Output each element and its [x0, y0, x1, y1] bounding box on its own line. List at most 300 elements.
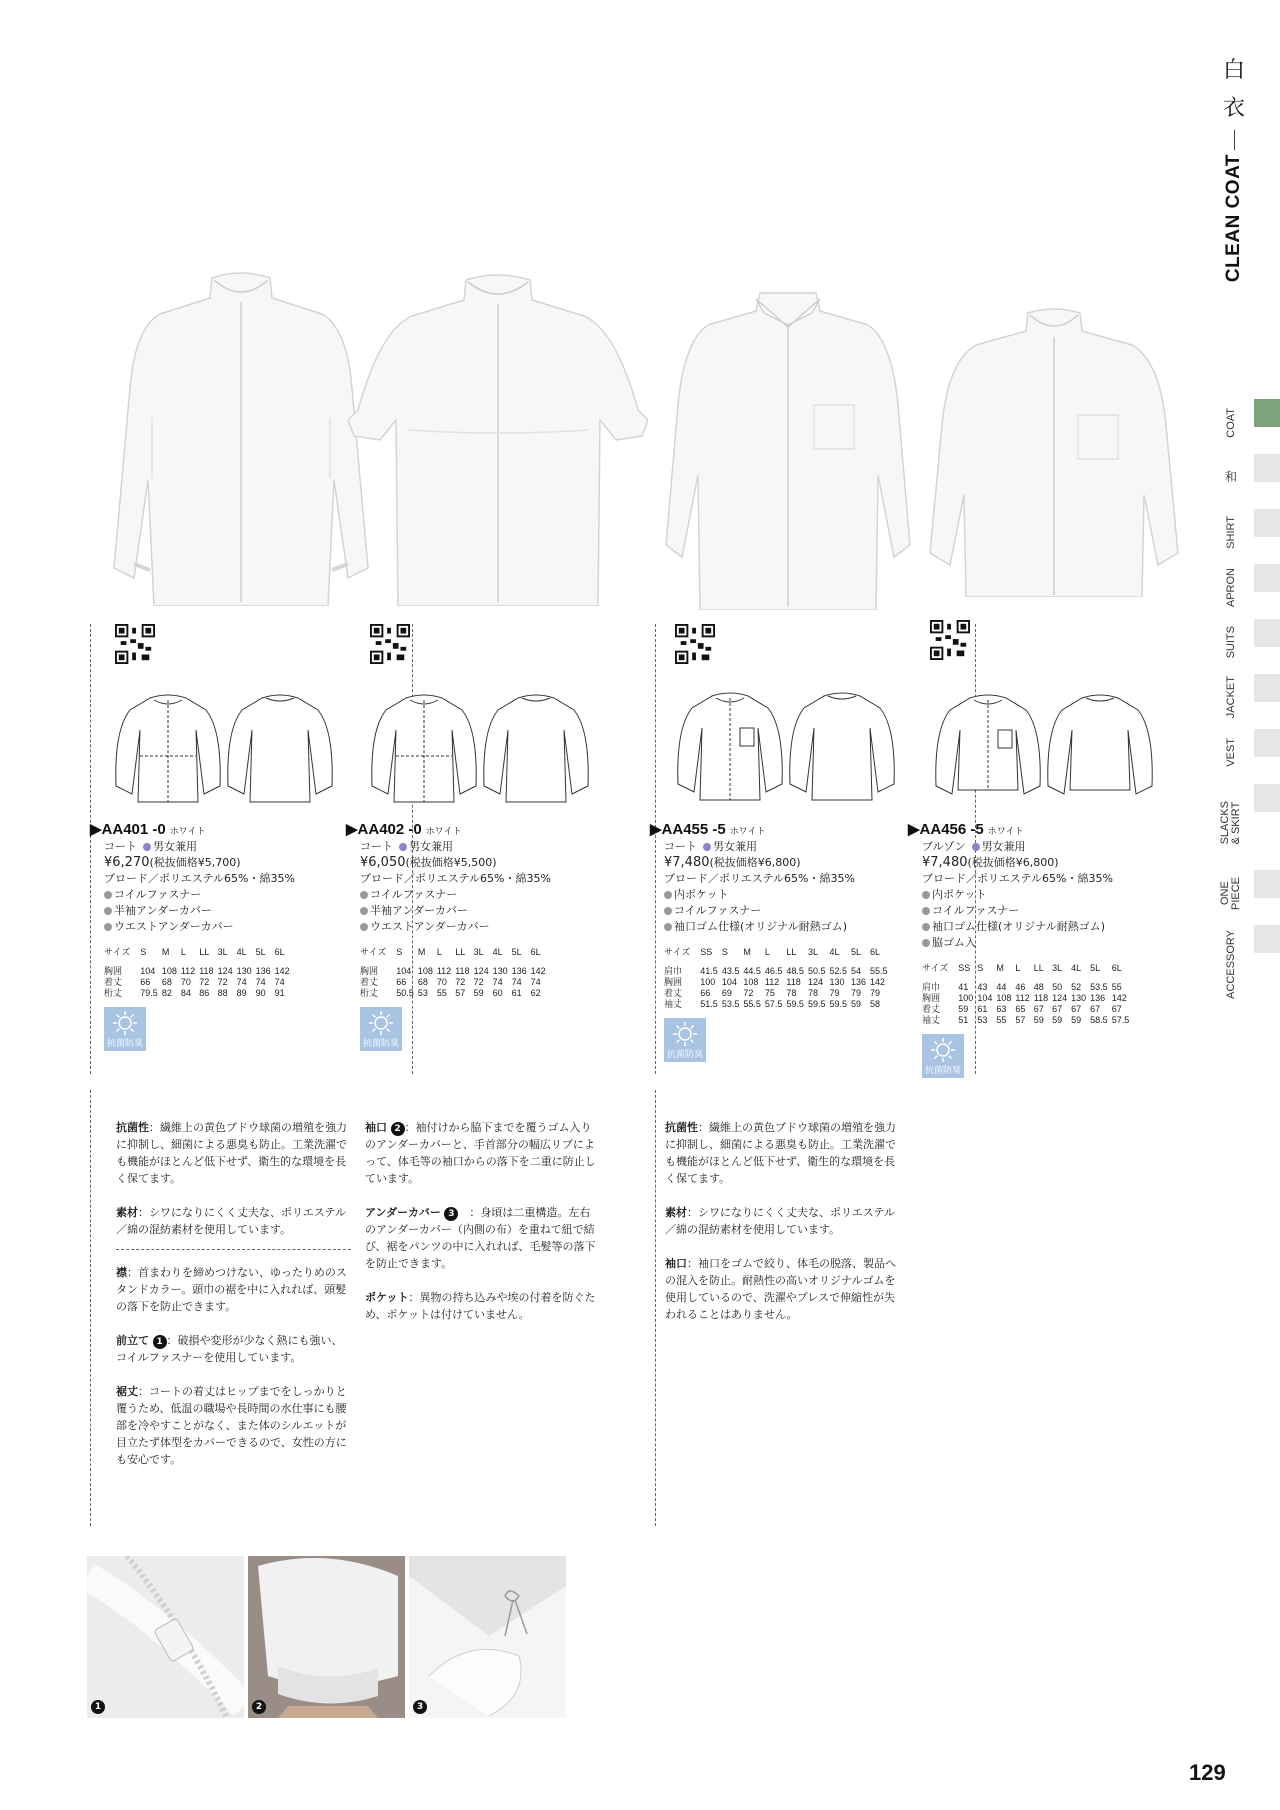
product-price — [104, 855, 330, 871]
size-cell: 59 — [1071, 1015, 1082, 1025]
size-cell: 62 — [530, 988, 541, 998]
product-category: コート — [360, 840, 393, 853]
size-header-cell: S — [396, 947, 403, 957]
product-feature — [664, 919, 890, 935]
reference-number: 3 — [444, 1207, 458, 1221]
product-feature — [360, 919, 586, 935]
size-cell: 74 — [530, 977, 541, 987]
size-cell: 74 — [274, 977, 285, 987]
product-info-1 — [346, 822, 586, 1051]
size-cell: 50.5 — [807, 966, 826, 976]
size-header-cell: 6L — [870, 947, 881, 957]
category-label-text: SLACKS & SKIRT — [1219, 801, 1242, 845]
price-value: ¥6,050 — [360, 855, 406, 870]
size-header-cell: L — [180, 947, 186, 957]
product-fabric: ブロード／ポリエステル65%・綿35% — [922, 872, 1113, 885]
size-cell: 100 — [958, 993, 974, 1003]
size-cell: 55 — [1111, 982, 1122, 992]
category-tab-8[interactable] — [1216, 866, 1280, 921]
size-cell: 130 — [829, 977, 845, 987]
category-tab-0[interactable] — [1216, 395, 1280, 450]
feature-text: 脇ゴム入 — [932, 936, 976, 949]
product-category-line — [104, 839, 330, 855]
size-cell: 59.5 — [786, 999, 804, 1009]
category-label — [1216, 560, 1246, 615]
product-photo-aa402 — [348, 270, 648, 606]
size-cell: 66 — [396, 977, 407, 987]
size-cell: 59 — [1033, 1015, 1044, 1025]
badge-label: 抗菌防臭 — [106, 1039, 143, 1049]
size-header-cell: 3L — [217, 947, 228, 957]
size-cell: 136 — [511, 966, 527, 976]
size-cell: 79 — [851, 988, 862, 998]
size-header-cell: SS — [700, 947, 713, 957]
category-tab-marker — [1254, 509, 1280, 537]
product-feature — [360, 903, 586, 919]
category-label — [1216, 670, 1246, 725]
category-tab-5[interactable] — [1216, 670, 1280, 725]
size-cell: 108 — [996, 993, 1012, 1003]
feature-text: コイルファスナー — [114, 888, 202, 901]
paragraph-text: ：シワになりにくく丈夫な、ポリエステル／綿の混紡素材を使用しています。 — [116, 1206, 347, 1236]
size-cell: 89 — [236, 988, 247, 998]
paragraph-title: 襟 — [116, 1266, 127, 1279]
size-header-cell: 4L — [492, 947, 503, 957]
size-header-cell: M — [161, 947, 170, 957]
product-photo-aa455 — [664, 285, 912, 610]
category-tab-1[interactable] — [1216, 450, 1280, 505]
size-header-cell: L — [436, 947, 442, 957]
size-header-cell: L — [764, 947, 770, 957]
description-paragraph — [116, 1119, 351, 1187]
size-cell: 57 — [455, 988, 466, 998]
description-paragraph — [365, 1289, 600, 1323]
size-cell: 130 — [1071, 993, 1087, 1003]
category-label-text: SHIRT — [1224, 516, 1237, 549]
detail-number-3: 3 — [413, 1700, 427, 1714]
paragraph-text: ：袖付けから脇下までを覆うゴム入りのアンダーカバーと、手首部分の幅広リブによって、体毛等の袖口からの落下を二重に防止しています。 — [365, 1121, 596, 1185]
size-cell: 72 — [743, 988, 754, 998]
paragraph-title: ポケット — [365, 1291, 409, 1304]
size-cell: 50 — [1052, 982, 1063, 992]
size-cell: 59 — [1052, 1015, 1063, 1025]
size-row — [662, 966, 890, 977]
size-cell: 66 — [140, 977, 151, 987]
size-cell: 58.5 — [1090, 1015, 1108, 1025]
size-cell: 57 — [1015, 1015, 1026, 1025]
paragraph-divider — [116, 1249, 351, 1250]
feature-text: 袖口ゴム仕様(オリジナル耐熱ゴム) — [674, 920, 848, 933]
size-cell: 104 — [977, 993, 993, 1003]
size-cell: 肩巾 — [922, 982, 941, 992]
size-cell: 124 — [473, 966, 489, 976]
feature-text: 袖口ゴム仕様(オリジナル耐熱ゴム) — [932, 920, 1106, 933]
size-cell: 88 — [217, 988, 228, 998]
category-label-text: APRON — [1224, 567, 1237, 608]
size-header-cell: 4L — [236, 947, 247, 957]
product-feature — [664, 887, 890, 903]
size-cell: 70 — [436, 977, 447, 987]
category-tab-marker — [1254, 674, 1280, 702]
product-feature — [104, 887, 330, 903]
bullet-icon — [360, 891, 368, 899]
size-row — [358, 977, 548, 988]
badge-label: 抗菌防臭 — [924, 1066, 961, 1076]
size-cell: 61 — [977, 1004, 988, 1014]
size-cell: 142 — [274, 966, 290, 976]
size-cell: 67 — [1052, 1004, 1063, 1014]
product-feature — [922, 919, 1148, 935]
size-cell: 胸囲 — [360, 966, 379, 976]
size-cell: 41 — [958, 982, 969, 992]
size-cell: 91 — [274, 988, 285, 998]
product-code-text: AA455 -5 — [661, 821, 726, 838]
product-fabric: ブロード／ポリエステル65%・綿35% — [104, 872, 295, 885]
size-cell: 136 — [255, 966, 271, 976]
description-paragraph — [665, 1119, 900, 1187]
reference-number: 1 — [153, 1335, 167, 1349]
bullet-icon — [922, 891, 930, 899]
unisex-dot-icon — [703, 843, 711, 851]
size-cell: 52 — [1071, 982, 1082, 992]
size-header-cell: M — [743, 947, 751, 957]
size-header-cell: 3L — [1052, 963, 1063, 973]
description-column-2 — [365, 1119, 600, 1340]
description-paragraph — [116, 1264, 351, 1315]
size-header-cell: サイズ — [664, 947, 691, 957]
size-header-cell: 6L — [274, 947, 285, 957]
size-cell: 61 — [511, 988, 522, 998]
qr-code-3[interactable] — [930, 620, 970, 660]
size-cell: 78 — [807, 988, 818, 998]
description-paragraph — [116, 1383, 351, 1468]
category-tab-marker — [1254, 399, 1280, 427]
category-tab-marker — [1254, 564, 1280, 592]
size-header-cell: L — [1015, 963, 1021, 973]
paragraph-title: 袖口 — [665, 1257, 687, 1270]
size-header-cell: LL — [199, 947, 210, 957]
size-cell: 44 — [996, 982, 1007, 992]
product-code: ▶AA401 -0 ホワイト — [90, 821, 206, 838]
paragraph-title: 前立て — [116, 1334, 149, 1347]
size-header-cell: 6L — [1111, 963, 1122, 973]
size-cell: 74 — [236, 977, 247, 987]
size-cell: 108 — [161, 966, 177, 976]
size-cell: 胸囲 — [664, 977, 683, 987]
size-header-cell: 4L — [829, 947, 840, 957]
size-cell: 胸囲 — [104, 966, 123, 976]
size-cell: 52.5 — [829, 966, 847, 976]
size-cell: 72 — [217, 977, 228, 987]
bullet-icon — [664, 923, 672, 931]
paragraph-title: 裾丈 — [116, 1385, 138, 1398]
size-cell: 79 — [829, 988, 840, 998]
paragraph-text: ：異物の持ち込みや埃の付着を防ぐため、ポケットは付けていません。 — [365, 1291, 596, 1321]
size-cell: 108 — [417, 966, 433, 976]
category-tab-marker — [1254, 729, 1280, 757]
feature-text: コイルファスナー — [674, 904, 762, 917]
product-color: ホワイト — [729, 826, 766, 836]
product-fabric: ブロード／ポリエステル65%・綿35% — [664, 872, 855, 885]
price-ex-tax: (税抜価格¥6,800) — [709, 856, 801, 869]
feature-text: 内ポケット — [932, 888, 987, 901]
category-tab-2[interactable] — [1216, 505, 1280, 560]
size-row — [920, 1015, 1131, 1026]
category-label — [1216, 505, 1246, 560]
qr-code-0[interactable] — [115, 624, 155, 664]
description-paragraph — [116, 1332, 351, 1366]
size-table — [358, 947, 548, 999]
price-value: ¥6,270 — [104, 855, 150, 870]
antibacterial-badge — [360, 1007, 402, 1051]
paragraph-text: ：身頃は二重構造。左右のアンダーカバー（内側の布）を重ねて紐で結び、裾をパンツの中に入れれば、毛髪等の落下を防止できます。 — [365, 1206, 596, 1270]
size-cell: 112 — [180, 966, 196, 976]
size-cell: 55 — [436, 988, 447, 998]
category-label — [1216, 921, 1246, 1007]
size-row — [920, 1004, 1131, 1015]
size-cell: 48.5 — [786, 966, 804, 976]
size-cell: 104 — [721, 977, 737, 987]
price-value: ¥7,480 — [922, 855, 968, 870]
product-category: コート — [664, 840, 697, 853]
size-cell: 55.5 — [870, 966, 888, 976]
paragraph-text: ：繊維上の黄色ブドウ球菌の増殖を強力に抑制し、細菌による悪臭も防止。工業洗濯でも機能がほとんど低下せず、衛生的な環境を長く保てます。 — [116, 1121, 347, 1185]
size-cell: 51.5 — [700, 999, 718, 1009]
feature-text: ウエストアンダーカバー — [370, 920, 490, 933]
product-color: ホワイト — [425, 826, 462, 836]
size-cell: 44.5 — [743, 966, 761, 976]
size-cell: 72 — [473, 977, 484, 987]
size-header-cell: LL — [455, 947, 466, 957]
size-cell: 63 — [996, 1004, 1007, 1014]
size-cell: 68 — [161, 977, 172, 987]
product-fabric: ブロード／ポリエステル65%・綿35% — [360, 872, 551, 885]
description-paragraph — [116, 1204, 351, 1238]
size-cell: 142 — [1111, 993, 1127, 1003]
title-divider — [1234, 130, 1235, 150]
size-row — [358, 966, 548, 977]
size-cell: 59.5 — [829, 999, 847, 1009]
antibacterial-icon — [930, 1037, 956, 1063]
category-tab-marker — [1254, 784, 1280, 812]
category-tab-7[interactable] — [1216, 780, 1280, 866]
size-cell: 桁丈 — [360, 988, 379, 998]
size-cell: 着丈 — [104, 977, 123, 987]
product-info-0 — [90, 822, 330, 1051]
category-tab-9[interactable] — [1216, 921, 1280, 1007]
product-feature — [104, 903, 330, 919]
bullet-icon — [360, 907, 368, 915]
category-label-text: ONE PIECE — [1219, 876, 1242, 910]
size-cell: 136 — [1090, 993, 1106, 1003]
product-category-line — [664, 839, 890, 855]
category-tab-marker — [1254, 925, 1280, 953]
size-cell: 胸囲 — [922, 993, 941, 1003]
description-paragraph — [665, 1255, 900, 1323]
product-code: ▶AA456 -5 ホワイト — [908, 821, 1024, 838]
size-cell: 68 — [417, 977, 428, 987]
size-header-cell: LL — [1033, 963, 1044, 973]
category-label-text: ACCESSORY — [1224, 929, 1237, 999]
reference-number: 2 — [391, 1122, 405, 1136]
feature-text: 半袖アンダーカバー — [114, 904, 212, 917]
product-feature — [360, 887, 586, 903]
category-index — [1216, 395, 1280, 1007]
bullet-icon — [104, 907, 112, 915]
size-cell: 43.5 — [721, 966, 740, 976]
size-cell: 60 — [492, 988, 503, 998]
size-cell: 118 — [1033, 993, 1049, 1003]
technical-sketch-0 — [110, 690, 340, 819]
product-price — [360, 855, 586, 871]
size-cell: 53 — [977, 1015, 988, 1025]
detail-photo-zipper — [87, 1556, 244, 1718]
size-cell: 59 — [958, 1004, 969, 1014]
size-cell: 41.5 — [700, 966, 718, 976]
size-cell: 112 — [764, 977, 780, 987]
size-cell: 着丈 — [664, 988, 683, 998]
size-cell: 59.5 — [807, 999, 826, 1009]
size-cell: 118 — [199, 966, 214, 976]
size-cell: 67 — [1090, 1004, 1101, 1014]
size-cell: 70 — [180, 977, 191, 987]
description-column-1 — [116, 1119, 351, 1485]
size-cell: 74 — [492, 977, 503, 987]
size-cell: 67 — [1071, 1004, 1082, 1014]
price-ex-tax: (税抜価格¥5,500) — [405, 856, 497, 869]
size-cell: 72 — [455, 977, 466, 987]
size-cell: 袖丈 — [664, 999, 683, 1009]
paragraph-text: ：シワになりにくく丈夫な、ポリエステル／綿の混紡素材を使用しています。 — [665, 1206, 896, 1236]
description-column-3 — [665, 1119, 900, 1340]
section-title-kanji-2: 衣 — [1222, 96, 1245, 121]
product-gender: 男女兼用 — [713, 840, 757, 853]
size-header-cell: 3L — [807, 947, 818, 957]
size-cell: 55.5 — [743, 999, 761, 1009]
product-feature — [664, 903, 890, 919]
size-header-cell: 5L — [255, 947, 266, 957]
product-category: ブルゾン — [922, 840, 966, 853]
product-photo-aa401 — [112, 268, 370, 606]
size-header-cell: サイズ — [922, 963, 949, 973]
antibacterial-icon — [672, 1021, 698, 1047]
product-feature — [922, 903, 1148, 919]
qr-code-2[interactable] — [675, 624, 715, 664]
size-header-cell: 4L — [1071, 963, 1082, 973]
size-cell: 112 — [1015, 993, 1030, 1003]
size-row — [662, 988, 890, 999]
category-tab-4[interactable] — [1216, 615, 1280, 670]
size-cell: 66 — [700, 988, 711, 998]
bullet-icon — [922, 907, 930, 915]
size-cell: 46.5 — [764, 966, 783, 976]
size-header-cell: 3L — [473, 947, 484, 957]
price-value: ¥7,480 — [664, 855, 710, 870]
product-code-text: AA401 -0 — [101, 821, 166, 838]
size-cell: 54 — [851, 966, 862, 976]
size-header-cell: S — [721, 947, 728, 957]
size-header-cell: S — [977, 963, 984, 973]
size-cell: 100 — [700, 977, 716, 987]
size-header-cell: SS — [958, 963, 971, 973]
size-cell: 袖丈 — [922, 1015, 941, 1025]
size-cell: 112 — [436, 966, 452, 976]
size-cell: 78 — [786, 988, 797, 998]
size-cell: 124 — [807, 977, 823, 987]
size-cell: 86 — [199, 988, 210, 998]
size-cell: 118 — [786, 977, 801, 987]
detail-photo-cuff — [248, 1556, 405, 1718]
page-number: 129 — [1189, 1760, 1226, 1785]
size-cell: 50.5 — [396, 988, 414, 998]
feature-text: 内ポケット — [674, 888, 729, 901]
bullet-icon — [922, 939, 930, 947]
product-feature — [922, 887, 1148, 903]
size-cell: 104 — [140, 966, 156, 976]
size-row — [102, 988, 292, 999]
size-cell: 着丈 — [922, 1004, 941, 1014]
size-cell: 142 — [870, 977, 886, 987]
size-cell: 79.5 — [140, 988, 158, 998]
size-cell: 58 — [870, 999, 881, 1009]
category-tab-3[interactable] — [1216, 560, 1280, 615]
size-cell: 69 — [721, 988, 732, 998]
size-cell: 53.5 — [1090, 982, 1108, 992]
paragraph-title: 抗菌性 — [665, 1121, 698, 1134]
product-price — [664, 855, 890, 871]
paragraph-title: 抗菌性 — [116, 1121, 149, 1134]
size-table — [662, 947, 890, 1010]
product-feature — [104, 919, 330, 935]
badge-label: 抗菌防臭 — [666, 1050, 703, 1060]
description-paragraph — [365, 1119, 600, 1187]
product-category-line — [922, 839, 1148, 855]
size-cell: 79 — [870, 988, 881, 998]
size-header-cell: 5L — [1090, 963, 1101, 973]
category-label-text: JACKET — [1224, 676, 1237, 719]
product-code-text: AA402 -0 — [357, 821, 422, 838]
size-header-cell: サイズ — [360, 947, 387, 957]
product-code: ▶AA455 -5 ホワイト — [650, 821, 766, 838]
unisex-dot-icon — [143, 843, 151, 851]
size-header-cell: サイズ — [104, 947, 131, 957]
product-info-2 — [650, 822, 890, 1062]
size-cell: 124 — [217, 966, 233, 976]
size-cell: 136 — [851, 977, 867, 987]
category-label — [1216, 725, 1246, 780]
size-header-cell: M — [996, 963, 1004, 973]
qr-code-1[interactable] — [370, 624, 410, 664]
description-paragraph — [365, 1204, 600, 1272]
size-cell: 104 — [396, 966, 412, 976]
size-cell: 55 — [996, 1015, 1007, 1025]
product-color: ホワイト — [987, 826, 1024, 836]
antibacterial-badge — [922, 1034, 964, 1078]
category-label-text: COAT — [1224, 407, 1237, 438]
product-code: ▶AA402 -0 ホワイト — [346, 821, 462, 838]
size-header-cell: LL — [786, 947, 797, 957]
size-header-cell: S — [140, 947, 147, 957]
size-cell: 67 — [1111, 1004, 1122, 1014]
size-cell: 46 — [1015, 982, 1026, 992]
unisex-dot-icon — [399, 843, 407, 851]
size-cell: 57.5 — [764, 999, 783, 1009]
size-header-cell: M — [417, 947, 426, 957]
size-cell: 124 — [1052, 993, 1068, 1003]
product-photo-aa456 — [928, 305, 1180, 597]
category-label — [1216, 395, 1246, 450]
category-tab-6[interactable] — [1216, 725, 1280, 780]
